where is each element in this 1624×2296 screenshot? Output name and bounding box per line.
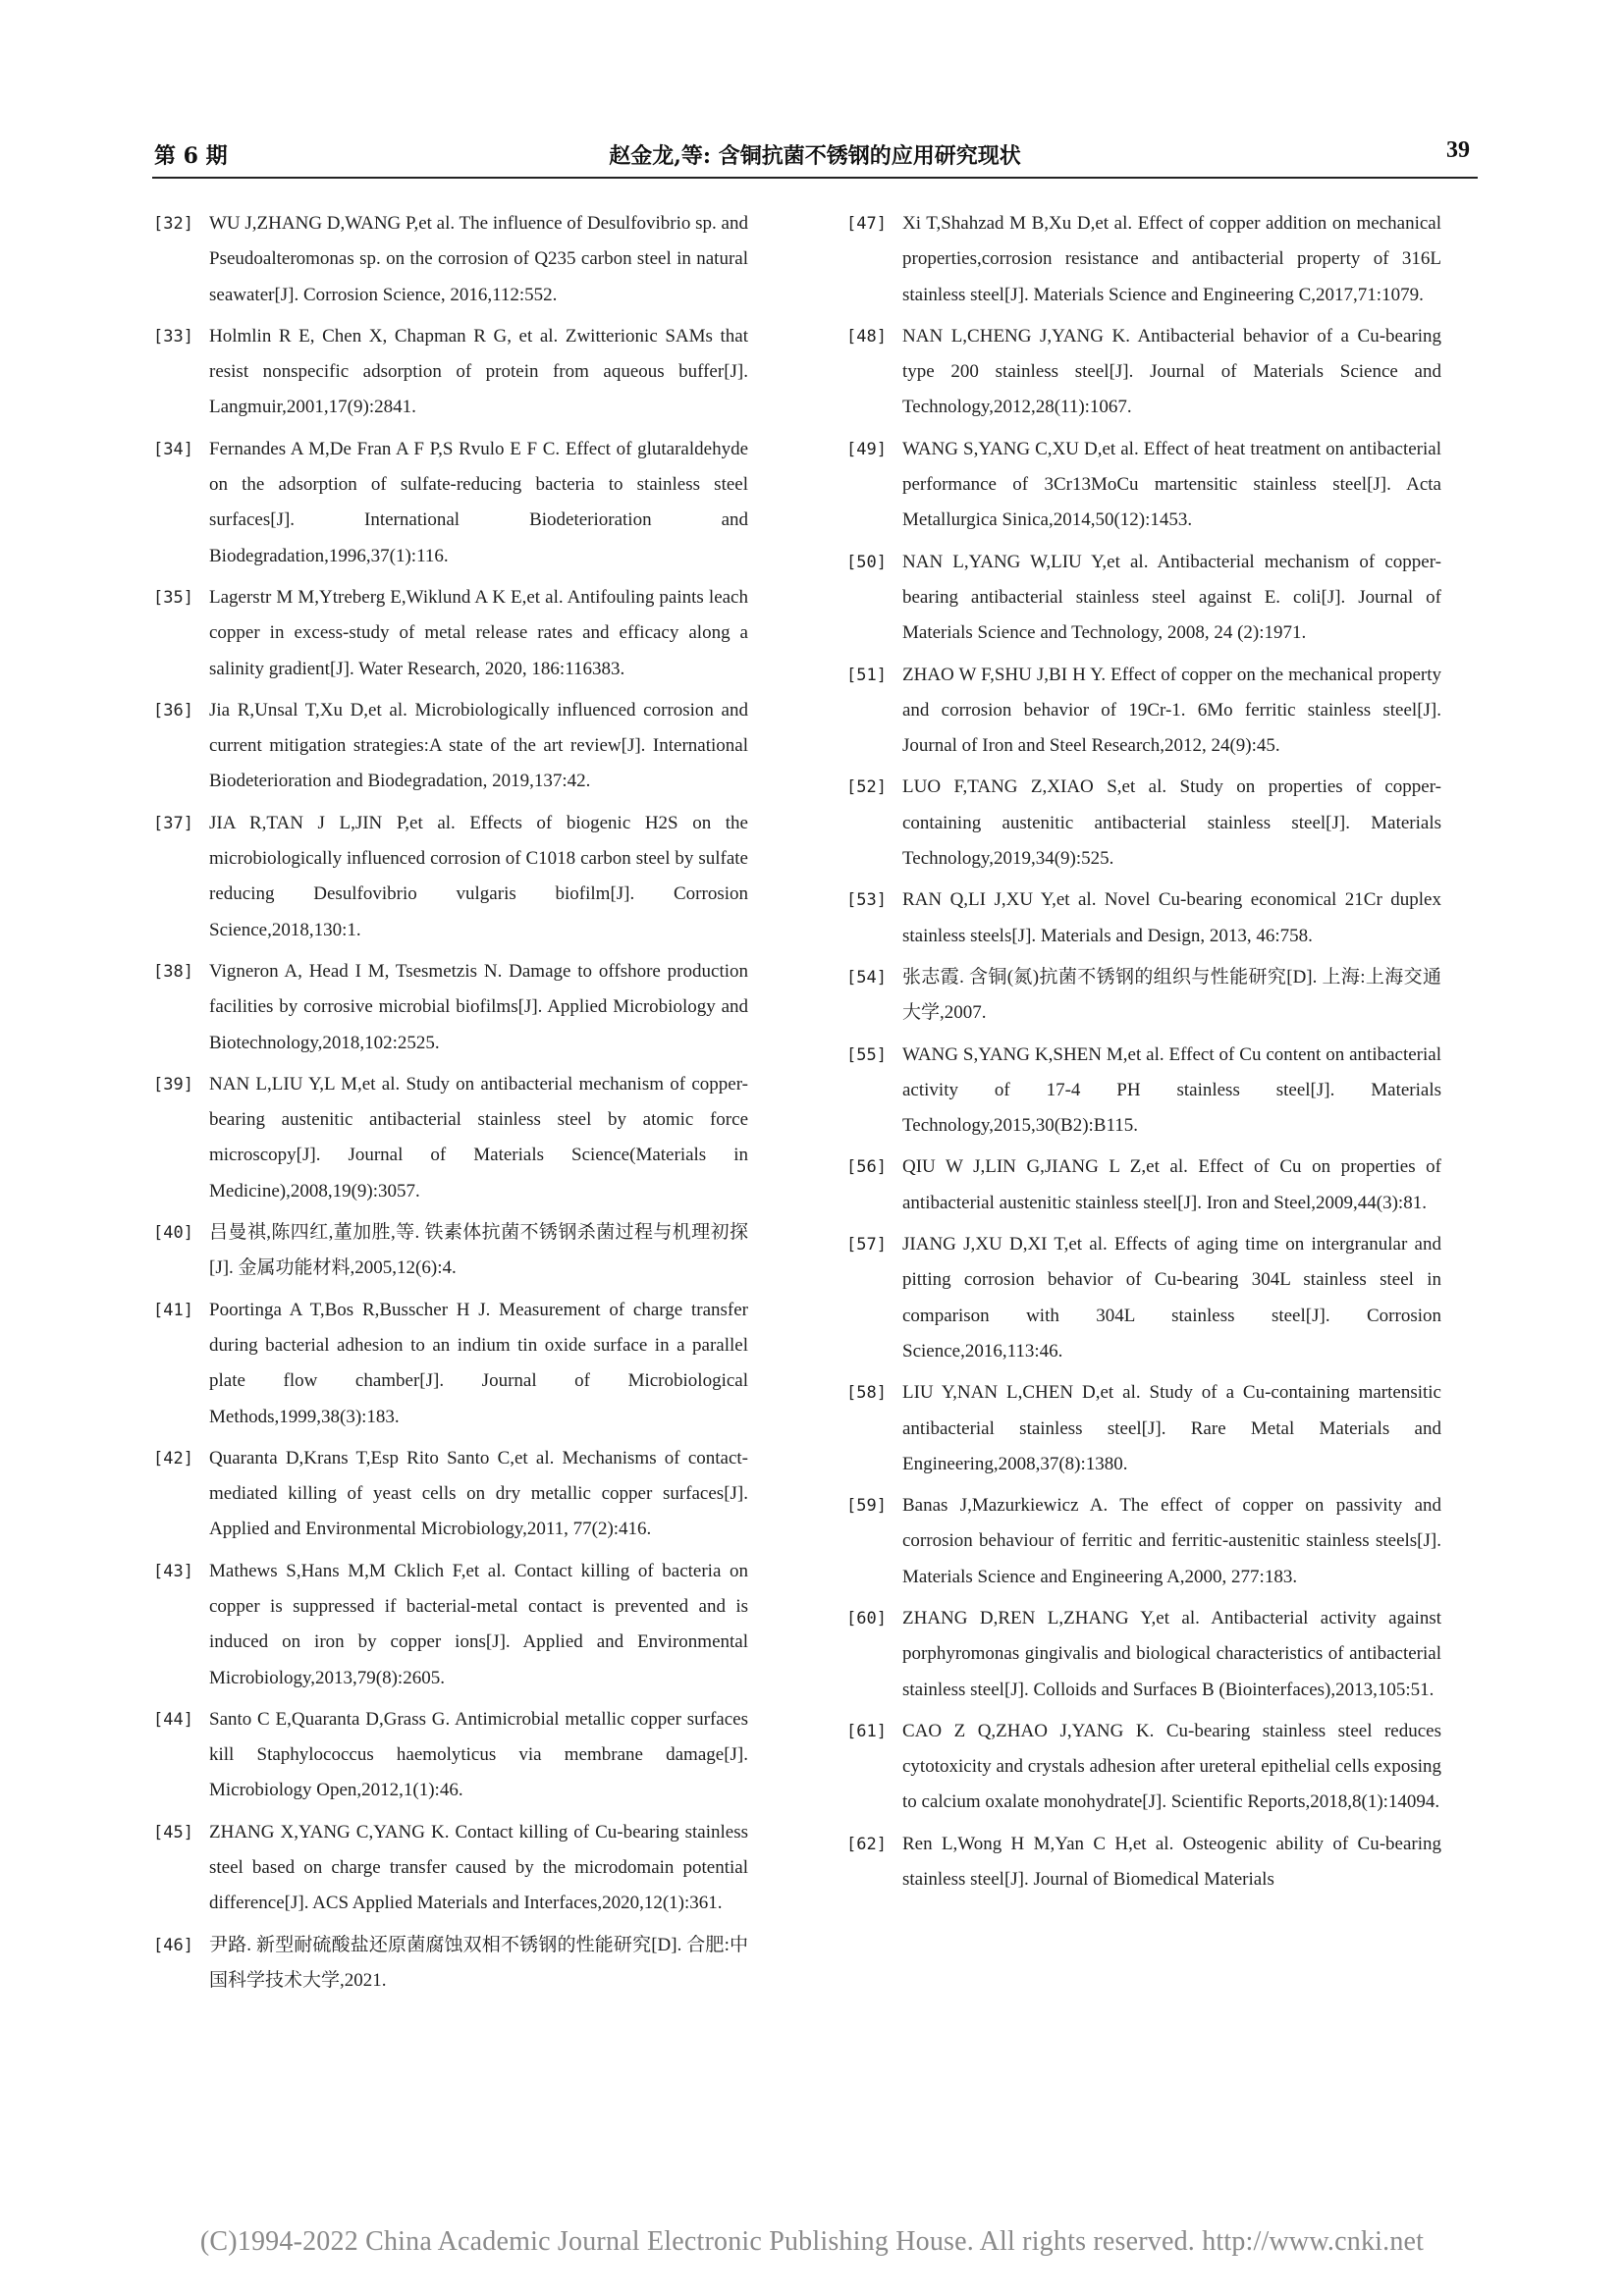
- reference-number: [56]: [846, 1157, 887, 1178]
- reference-number: [60]: [846, 1608, 887, 1629]
- reference-number: [38]: [153, 961, 193, 982]
- reference-text: Vigneron A, Head I M, Tsesmetzis N. Damage to offshore production facilities by corrosive microbial biofilms[J]. Applied Microbiology and Biotechnology,2018,102:2525.: [209, 960, 748, 1053]
- reference-text: Ren L,Wong H M,Yan C H,et al. Osteogenic ability of Cu-bearing stainless steel[J]. Journal of Biomedical Materials: [902, 1833, 1441, 1891]
- reference-text: LIU Y,NAN L,CHEN D,et al. Study of a Cu-containing martensitic antibacterial stainless steel[J]. Rare Metal Materials and Engineering,2008,37(8):1380.: [902, 1382, 1441, 1474]
- reference-text: Lagerstr M M,Ytreberg E,Wiklund A K E,et al. Antifouling paints leach copper in excess-study of metal release rates and efficacy along a salinity gradient[J]. Water Research, 2020, 186:116383.: [209, 586, 748, 679]
- reference-number: [40]: [153, 1223, 193, 1244]
- reference-text: NAN L,YANG W,LIU Y,et al. Antibacterial mechanism of copper-bearing antibacterial stainless steel against E. coli[J]. Journal of Materials Science and Technology, 2008, 24 (2):1971.: [902, 551, 1441, 644]
- reference-item: [846, 1038, 1441, 1145]
- reference-item: [153, 206, 748, 313]
- reference-number: [51]: [846, 665, 887, 685]
- reference-item: [846, 1714, 1441, 1821]
- reference-number: [47]: [846, 214, 887, 234]
- reference-number: [42]: [153, 1448, 193, 1468]
- reference-number: [52]: [846, 777, 887, 798]
- reference-text: WU J,ZHANG D,WANG P,et al. The influence of Desulfovibrio sp. and Pseudoalteromonas sp. on the corrosion of Q235 carbon steel in natural seawater[J]. Corrosion Science, 2016,112:552.: [209, 213, 748, 305]
- reference-text: Mathews S,Hans M,M Cklich F,et al. Contact killing of bacteria on copper is suppressed if bacterial-metal contact is prevented and is induced on iron by copper ions[J]. Applied and Environmental Microbiology,2013,79(8):2605.: [209, 1560, 748, 1688]
- reference-item: [846, 319, 1441, 426]
- reference-text: 吕曼祺,陈四红,董加胜,等. 铁素体抗菌不锈钢杀菌过程与机理初探[J]. 金属功能材料,2005,12(6):4.: [209, 1222, 748, 1279]
- reference-item: [846, 1827, 1441, 1898]
- reference-item: [153, 432, 748, 574]
- reference-text: NAN L,CHENG J,YANG K. Antibacterial behavior of a Cu-bearing type 200 stainless steel[J]. Journal of Materials Science and Technology,2012,28(11):1067.: [902, 325, 1441, 418]
- reference-item: [846, 432, 1441, 539]
- reference-number: [34]: [153, 439, 193, 459]
- reference-text: Poortinga A T,Bos R,Busscher H J. Measurement of charge transfer during bacterial adhesion to an indium tin oxide surface in a parallel plate flow chamber[J]. Journal of Microbiological Methods,1999,38(3):183.: [209, 1299, 748, 1427]
- reference-item: [153, 1215, 748, 1287]
- reference-number: [62]: [846, 1834, 887, 1854]
- reference-number: [35]: [153, 587, 193, 608]
- reference-number: [44]: [153, 1709, 193, 1730]
- reference-number: [41]: [153, 1300, 193, 1320]
- reference-list-left: [153, 206, 748, 2004]
- reference-text: WANG S,YANG C,XU D,et al. Effect of heat treatment on antibacterial performance of 3Cr13MoCu martensitic stainless steel[J]. Acta Metallurgica Sinica,2014,50(12):1453.: [902, 438, 1441, 531]
- reference-text: QIU W J,LIN G,JIANG L Z,et al. Effect of Cu on properties of antibacterial austenitic stainless steel[J]. Iron and Steel,2009,44(3):81.: [902, 1156, 1441, 1213]
- reference-item: [153, 1293, 748, 1435]
- reference-number: [59]: [846, 1496, 887, 1517]
- copyright-footer: (C)1994-2022 China Academic Journal Electronic Publishing House. All rights reserved. http://www.cnki.net: [199, 2226, 1425, 2257]
- reference-item: [153, 1441, 748, 1548]
- reference-item: [153, 1067, 748, 1209]
- reference-number: [45]: [153, 1822, 193, 1842]
- reference-item: [846, 1149, 1441, 1221]
- reference-item: [153, 580, 748, 687]
- reference-item: [846, 658, 1441, 765]
- reference-number: [36]: [153, 700, 193, 721]
- reference-number: [55]: [846, 1044, 887, 1065]
- reference-item: [846, 1601, 1441, 1708]
- reference-number: [43]: [153, 1561, 193, 1581]
- reference-item: [153, 693, 748, 800]
- reference-item: [846, 1227, 1441, 1369]
- reference-text: WANG S,YANG K,SHEN M,et al. Effect of Cu content on antibacterial activity of 17-4 PH stainless steel[J]. Materials Technology,2015,30(B2):B115.: [902, 1043, 1441, 1137]
- reference-text: Quaranta D,Krans T,Esp Rito Santo C,et al. Mechanisms of contact-mediated killing of yeast cells on dry metallic copper surfaces[J]. Applied and Environmental Microbiology,2011, 77(2):416.: [209, 1447, 748, 1540]
- reference-item: [846, 1375, 1441, 1482]
- reference-text: ZHANG X,YANG C,YANG K. Contact killing of Cu-bearing stainless steel based on charge transfer caused by the microdomain potential difference[J]. ACS Applied Materials and Interfaces,2020,12(1):361.: [209, 1821, 748, 1914]
- reference-item: [153, 1702, 748, 1809]
- reference-text: CAO Z Q,ZHAO J,YANG K. Cu-bearing stainless steel reduces cytotoxicity and crystals adhesion after ureteral epithelial cells exposing to calcium oxalate monohydrate[J]. Scientific Reports,2018,8(1):14094.: [902, 1720, 1441, 1813]
- reference-number: [57]: [846, 1235, 887, 1255]
- running-head: [152, 133, 1478, 179]
- reference-text: Jia R,Unsal T,Xu D,et al. Microbiologically influenced corrosion and current mitigation strategies:A state of the art review[J]. International Biodeterioration and Biodegradation, 2019,137:42.: [209, 699, 748, 792]
- reference-text: NAN L,LIU Y,L M,et al. Study on antibacterial mechanism of copper-bearing austenitic antibacterial stainless steel by atomic force microscopy[J]. Journal of Materials Science(Materials in Medicine),2008,19(9):3057.: [209, 1073, 748, 1201]
- reference-text: ZHAO W F,SHU J,BI H Y. Effect of copper on the mechanical property and corrosion behavior of 19Cr-1. 6Mo ferritic stainless steel[J]. Journal of Iron and Steel Research,2012, 24(9):45.: [902, 664, 1441, 757]
- reference-text: 尹路. 新型耐硫酸盐还原菌腐蚀双相不锈钢的性能研究[D]. 合肥:中国科学技术大学,2021.: [209, 1934, 748, 1991]
- reference-number: [46]: [153, 1935, 193, 1955]
- reference-item: [153, 1554, 748, 1696]
- reference-item: [153, 954, 748, 1061]
- reference-text: ZHANG D,REN L,ZHANG Y,et al. Antibacterial activity against porphyromonas gingivalis and biological characteristics of antibacterial stainless steel[J]. Colloids and Surfaces B (Biointerfaces),2013,105:51.: [902, 1607, 1441, 1700]
- reference-number: [49]: [846, 439, 887, 459]
- reference-text: Banas J,Mazurkiewicz A. The effect of copper on passivity and corrosion behaviour of ferritic and ferritic-austenitic stainless steels[J]. Materials Science and Engineering A,2000, 277:183.: [902, 1495, 1441, 1587]
- reference-number: [53]: [846, 890, 887, 911]
- article-title: 赵金龙,等: 含铜抗菌不锈钢的应用研究现状: [609, 143, 1021, 169]
- reference-text: JIA R,TAN J L,JIN P,et al. Effects of biogenic H2S on the microbiologically influenced corrosion of C1018 carbon steel by sulfate reducing Desulfovibrio vulgaris biofilm[J]. Corrosion Science,2018,130:1.: [209, 812, 748, 940]
- reference-text: RAN Q,LI J,XU Y,et al. Novel Cu-bearing economical 21Cr duplex stainless steels[J]. Materials and Design, 2013, 46:758.: [902, 889, 1441, 946]
- reference-item: [153, 1928, 748, 2000]
- reference-item: [846, 960, 1441, 1032]
- reference-number: [37]: [153, 813, 193, 833]
- reference-item: [846, 206, 1441, 313]
- page-number: 39: [1446, 137, 1470, 163]
- reference-item: [846, 882, 1441, 954]
- reference-number: [50]: [846, 552, 887, 572]
- reference-number: [48]: [846, 326, 887, 347]
- reference-text: JIANG J,XU D,XI T,et al. Effects of aging time on intergranular and pitting corrosion behavior of Cu-bearing 304L stainless steel in comparison with 304L stainless steel[J]. Corrosion Science,2016,113:46.: [902, 1234, 1441, 1362]
- reference-item: [153, 319, 748, 426]
- reference-number: [54]: [846, 967, 887, 988]
- reference-number: [33]: [153, 326, 193, 347]
- reference-item: [846, 545, 1441, 652]
- reference-text: Santo C E,Quaranta D,Grass G. Antimicrobial metallic copper surfaces kill Staphylococcus haemolyticus via membrane damage[J]. Microbiology Open,2012,1(1):46.: [209, 1708, 748, 1801]
- reference-text: 张志霞. 含铜(氮)抗菌不锈钢的组织与性能研究[D]. 上海:上海交通大学,2007.: [902, 966, 1441, 1024]
- reference-text: Holmlin R E, Chen X, Chapman R G, et al. Zwitterionic SAMs that resist nonspecific adsorption of protein from aqueous buffer[J]. Langmuir,2001,17(9):2841.: [209, 325, 748, 418]
- reference-item: [846, 770, 1441, 877]
- reference-number: [58]: [846, 1383, 887, 1404]
- issue-label: 第 6 期: [154, 143, 228, 169]
- reference-number: [39]: [153, 1074, 193, 1095]
- reference-item: [153, 806, 748, 948]
- reference-text: Fernandes A M,De Fran A F P,S Rvulo E F C. Effect of glutaraldehyde on the adsorption of sulfate-reducing bacteria to stainless steel surfaces[J]. International Biodeterioration and Biodegradation,1996,37(1):116.: [209, 438, 748, 566]
- reference-item: [846, 1488, 1441, 1595]
- reference-text: Xi T,Shahzad M B,Xu D,et al. Effect of copper addition on mechanical properties,corrosion resistance and antibacterial property of 316L stainless steel[J]. Materials Science and Engineering C,2017,71:1079.: [902, 213, 1441, 305]
- reference-list-right: [846, 206, 1441, 1903]
- reference-text: LUO F,TANG Z,XIAO S,et al. Study on properties of copper-containing austenitic antibacterial stainless steel[J]. Materials Technology,2019,34(9):525.: [902, 776, 1441, 870]
- reference-number: [61]: [846, 1721, 887, 1741]
- reference-item: [153, 1815, 748, 1922]
- reference-number: [32]: [153, 214, 193, 234]
